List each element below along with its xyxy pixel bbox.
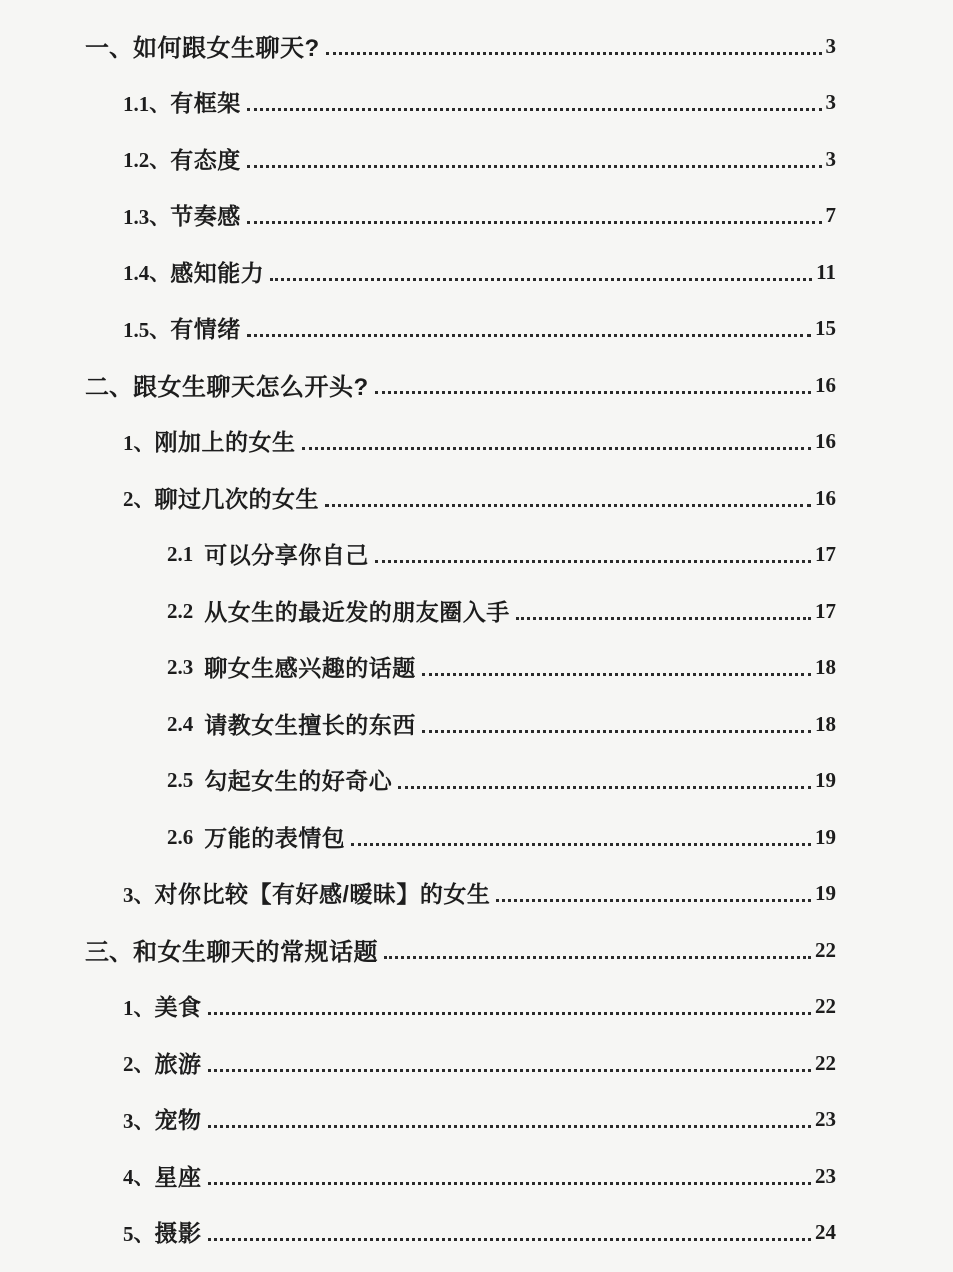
entry-title: 有框架 bbox=[170, 90, 241, 117]
entry-number: 1.2、 bbox=[123, 148, 171, 173]
entry-title: 聊过几次的女生 bbox=[154, 485, 319, 512]
entry-number: 一、 bbox=[85, 34, 133, 62]
dotted-leader bbox=[496, 899, 811, 902]
entry-number: 2.3 bbox=[167, 655, 194, 680]
entry-title: 摄影 bbox=[154, 1220, 202, 1247]
entry-page-number: 16 bbox=[815, 429, 836, 454]
entry-number: 2.4 bbox=[167, 711, 194, 736]
toc-entry[interactable] bbox=[0, 17, 953, 74]
entry-title: 从女生的最近发的朋友圈入手 bbox=[204, 598, 510, 625]
dotted-leader bbox=[247, 165, 822, 168]
dotted-leader bbox=[516, 617, 811, 620]
entry-title: 请教女生擅长的东西 bbox=[204, 711, 416, 738]
toc-entry[interactable] bbox=[0, 356, 953, 413]
dotted-leader bbox=[208, 1182, 812, 1185]
toc-entry[interactable] bbox=[0, 752, 953, 809]
entry-page-number: 16 bbox=[815, 372, 836, 397]
entry-title: 星座 bbox=[154, 1163, 202, 1190]
entry-page-number: 18 bbox=[815, 711, 836, 736]
toc-entry[interactable] bbox=[0, 639, 953, 696]
entry-title: 有态度 bbox=[170, 146, 241, 173]
entry-title: 有情绪 bbox=[170, 316, 241, 343]
toc-entry[interactable] bbox=[0, 1091, 953, 1148]
entry-title: 聊女生感兴趣的话题 bbox=[204, 655, 416, 682]
entry-title: 可以分享你自己 bbox=[204, 542, 369, 569]
entry-number: 1、 bbox=[123, 430, 155, 455]
entry-page-number: 17 bbox=[815, 542, 836, 567]
entry-page-number: 23 bbox=[815, 1107, 836, 1132]
entry-page-number: 11 bbox=[816, 259, 836, 284]
entry-title: 刚加上的女生 bbox=[154, 429, 296, 456]
toc-entry[interactable] bbox=[0, 582, 953, 639]
entry-number: 2.5 bbox=[167, 768, 194, 793]
toc-entry[interactable] bbox=[0, 865, 953, 922]
toc-entry[interactable] bbox=[0, 74, 953, 131]
toc-entry[interactable] bbox=[0, 1147, 953, 1204]
toc-entry[interactable] bbox=[0, 187, 953, 244]
dotted-leader bbox=[326, 52, 822, 55]
entry-page-number: 19 bbox=[815, 824, 836, 849]
entry-number: 3、 bbox=[123, 882, 155, 907]
dotted-leader bbox=[384, 956, 811, 959]
dotted-leader bbox=[247, 334, 811, 337]
toc-entry[interactable] bbox=[0, 526, 953, 583]
entry-page-number: 22 bbox=[815, 937, 836, 962]
dotted-leader bbox=[351, 843, 811, 846]
entry-page-number: 17 bbox=[815, 598, 836, 623]
entry-title: 节奏感 bbox=[170, 203, 241, 230]
entry-number: 1.3、 bbox=[123, 204, 171, 229]
toc-entry[interactable] bbox=[0, 130, 953, 187]
entry-title: 美食 bbox=[154, 994, 202, 1021]
entry-title: 旅游 bbox=[154, 1050, 202, 1077]
toc-entry[interactable] bbox=[0, 243, 953, 300]
entry-page-number: 3 bbox=[825, 146, 836, 171]
entry-number: 三、 bbox=[85, 938, 133, 966]
entry-number: 2.1 bbox=[167, 542, 194, 567]
entry-page-number: 23 bbox=[815, 1163, 836, 1188]
entry-page-number: 18 bbox=[815, 655, 836, 680]
dotted-leader bbox=[247, 108, 822, 111]
entry-number: 1.1、 bbox=[123, 91, 171, 116]
entry-number: 2.6 bbox=[167, 824, 194, 849]
dotted-leader bbox=[208, 1012, 812, 1015]
toc-entry[interactable] bbox=[0, 978, 953, 1035]
entry-page-number: 16 bbox=[815, 485, 836, 510]
entry-number: 1.4、 bbox=[123, 261, 171, 286]
dotted-leader bbox=[208, 1125, 812, 1128]
entry-page-number: 22 bbox=[815, 994, 836, 1019]
toc-entry[interactable] bbox=[0, 808, 953, 865]
entry-title: 对你比较【有好感/暧昧】的女生 bbox=[154, 881, 491, 908]
entry-page-number: 19 bbox=[815, 881, 836, 906]
entry-page-number: 22 bbox=[815, 1050, 836, 1075]
toc-entry[interactable] bbox=[0, 1034, 953, 1091]
entry-page-number: 7 bbox=[825, 203, 836, 228]
entry-page-number: 3 bbox=[825, 33, 836, 58]
entry-number: 2、 bbox=[123, 487, 155, 512]
entry-page-number: 15 bbox=[815, 316, 836, 341]
dotted-leader bbox=[247, 221, 822, 224]
entry-number: 1.5、 bbox=[123, 317, 171, 342]
dotted-leader bbox=[208, 1069, 812, 1072]
entry-number: 5、 bbox=[123, 1221, 155, 1246]
dotted-leader bbox=[302, 447, 812, 450]
entry-title: 感知能力 bbox=[170, 259, 265, 286]
dotted-leader bbox=[422, 673, 811, 676]
toc-entry[interactable] bbox=[0, 1204, 953, 1261]
dotted-leader bbox=[325, 504, 811, 507]
entry-number: 1、 bbox=[123, 995, 155, 1020]
entry-title: 勾起女生的好奇心 bbox=[204, 768, 393, 795]
dotted-leader bbox=[270, 278, 812, 281]
entry-page-number: 19 bbox=[815, 768, 836, 793]
entry-number: 2.2 bbox=[167, 598, 194, 623]
dotted-leader bbox=[398, 786, 811, 789]
entry-page-number: 24 bbox=[815, 1220, 836, 1245]
entry-page-number: 3 bbox=[825, 90, 836, 115]
toc-entry[interactable] bbox=[0, 921, 953, 978]
toc-entry[interactable] bbox=[0, 413, 953, 470]
entry-number: 二、 bbox=[85, 373, 133, 401]
entry-title: 宠物 bbox=[154, 1107, 202, 1134]
entry-number: 4、 bbox=[123, 1165, 155, 1190]
toc-entry[interactable] bbox=[0, 469, 953, 526]
dotted-leader bbox=[208, 1238, 812, 1241]
entry-title: 和女生聊天的常规话题 bbox=[133, 938, 378, 966]
dotted-leader bbox=[375, 391, 811, 394]
toc-entry[interactable] bbox=[0, 300, 953, 357]
dotted-leader bbox=[422, 730, 811, 733]
entry-number: 2、 bbox=[123, 1052, 155, 1077]
entry-title: 如何跟女生聊天? bbox=[133, 34, 320, 62]
entry-title: 万能的表情包 bbox=[204, 824, 346, 851]
toc-entry[interactable] bbox=[0, 695, 953, 752]
entry-title: 跟女生聊天怎么开头? bbox=[133, 373, 369, 401]
entry-number: 3、 bbox=[123, 1108, 155, 1133]
dotted-leader bbox=[375, 560, 811, 563]
